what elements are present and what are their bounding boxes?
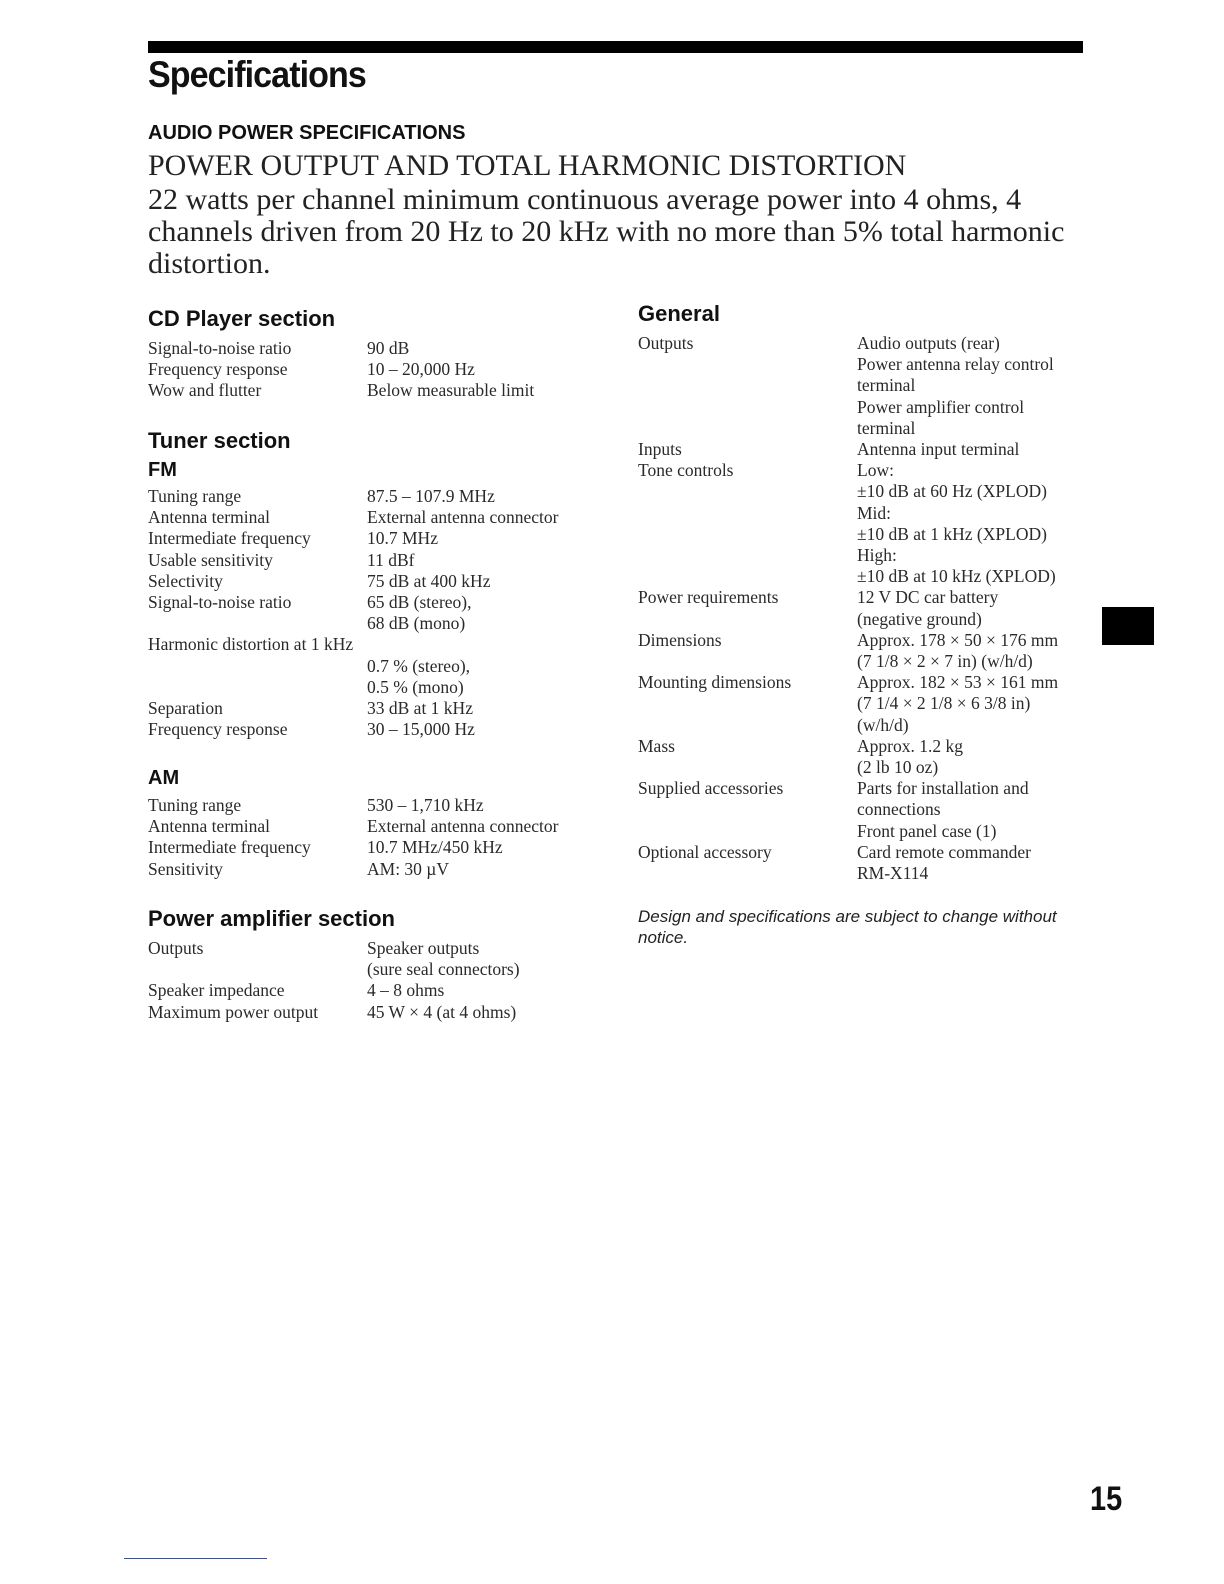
spec-label	[638, 524, 791, 545]
spec-value: AM: 30 µV	[367, 858, 450, 879]
spec-label: Intermediate frequency	[148, 528, 311, 549]
spec-label: Tone controls	[638, 460, 734, 481]
spec-value: 45 W × 4 (at 4 ohms)	[367, 1001, 517, 1022]
spec-label	[638, 545, 791, 566]
power-output-heading: POWER OUTPUT AND TOTAL HARMONIC DISTORTION	[148, 149, 907, 182]
spec-label	[638, 609, 791, 630]
spec-label	[638, 757, 791, 778]
spec-label: Antenna terminal	[148, 816, 270, 837]
spec-value: 0.7 % (stereo),	[367, 655, 471, 676]
amp-values	[367, 938, 520, 1023]
spec-value: (w/h/d)	[857, 714, 909, 735]
page-title: Specifications	[148, 54, 366, 95]
title-rule	[148, 41, 1083, 53]
spec-label: Outputs	[638, 333, 694, 353]
spec-label: Frequency response	[148, 359, 288, 380]
spec-label: Speaker impedance	[148, 980, 285, 1001]
spec-label: Power requirements	[638, 587, 779, 608]
fm-labels	[148, 486, 353, 740]
spec-value: 10 – 20,000 Hz	[367, 359, 475, 380]
spec-value: 0.5 % (mono)	[367, 676, 464, 697]
spec-label: Supplied accessories	[638, 778, 784, 799]
spec-label: Outputs	[148, 938, 204, 958]
spec-label: Inputs	[638, 439, 682, 460]
spec-value: 90 dB	[367, 338, 410, 358]
spec-value: Card remote commander	[857, 841, 1031, 862]
spec-value: 33 dB at 1 kHz	[367, 698, 473, 719]
spec-value: Approx. 182 × 53 × 161 mm	[857, 672, 1059, 693]
spec-value: 87.5 – 107.9 MHz	[367, 486, 495, 506]
amp-section-heading: Power amplifier section	[148, 906, 395, 931]
spec-value: Parts for installation and	[857, 778, 1029, 799]
fm-values	[367, 486, 558, 740]
spec-value: External antenna connector	[367, 507, 559, 528]
spec-label	[638, 799, 791, 820]
spec-label	[638, 566, 791, 587]
spec-value: (sure seal connectors)	[367, 959, 520, 980]
general-labels	[638, 333, 791, 884]
spec-label: Frequency response	[148, 719, 288, 740]
spec-value: 65 dB (stereo),	[367, 592, 472, 613]
spec-value: (negative ground)	[857, 608, 982, 629]
spec-value: 530 – 1,710 kHz	[367, 795, 484, 815]
spec-value: Audio outputs (rear)	[857, 333, 1000, 353]
spec-label	[148, 613, 353, 634]
spec-label: Antenna terminal	[148, 507, 270, 528]
spec-label: Sensitivity	[148, 858, 223, 879]
spec-value: Power amplifier control	[857, 396, 1025, 417]
spec-value: (7 1/8 × 2 × 7 in) (w/h/d)	[857, 651, 1033, 672]
spec-label	[638, 375, 791, 396]
spec-value: connections	[857, 799, 941, 820]
spec-value: Speaker outputs	[367, 938, 480, 958]
spec-value: Approx. 178 × 50 × 176 mm	[857, 629, 1059, 650]
spec-value: External antenna connector	[367, 816, 559, 837]
page-number: 15	[1090, 1480, 1123, 1518]
spec-label	[638, 397, 791, 418]
spec-value: 12 V DC car battery	[857, 587, 999, 608]
spec-value: terminal	[857, 417, 916, 438]
spec-value: Power antenna relay control	[857, 354, 1054, 375]
spec-label	[638, 821, 791, 842]
spec-label	[638, 715, 791, 736]
cd-values	[367, 338, 534, 402]
spec-value: 10.7 MHz/450 kHz	[367, 837, 503, 858]
spec-value: Antenna input terminal	[857, 439, 1020, 460]
spec-value: RM-X114	[857, 863, 929, 884]
spec-label: Dimensions	[638, 629, 722, 650]
general-section-heading: General	[638, 301, 720, 326]
spec-value: Front panel case (1)	[857, 820, 997, 841]
spec-value: (2 lb 10 oz)	[857, 757, 939, 778]
spec-value: 75 dB at 400 kHz	[367, 570, 491, 591]
spec-value: ±10 dB at 60 Hz (XPLOD)	[857, 481, 1047, 502]
spec-value: (7 1/4 × 2 1/8 × 6 3/8 in)	[857, 693, 1031, 714]
spec-label: Separation	[148, 698, 223, 719]
spec-value: Approx. 1.2 kg	[857, 735, 963, 756]
spec-value	[367, 634, 558, 655]
spec-label: Wow and flutter	[148, 380, 262, 401]
spec-value: 30 – 15,000 Hz	[367, 719, 475, 740]
spec-label	[638, 693, 791, 714]
specifications-change-note: Design and specifications are subject to change without notice.	[638, 907, 1057, 947]
general-values	[857, 333, 1058, 884]
spec-value: terminal	[857, 375, 916, 396]
amp-labels	[148, 938, 318, 1023]
spec-label: Harmonic distortion at 1 kHz	[148, 634, 354, 655]
spec-value: Mid:	[857, 502, 892, 523]
spec-value: ±10 dB at 10 kHz (XPLOD)	[857, 566, 1056, 587]
am-values	[367, 795, 558, 880]
spec-value: 68 dB (mono)	[367, 613, 466, 634]
audio-power-heading: AUDIO POWER SPECIFICATIONS	[148, 122, 466, 144]
spec-label: Optional accessory	[638, 841, 772, 862]
power-output-statement: 22 watts per channel minimum continuous average power into 4 ohms, 4 channels driven from 20 Hz to 20 kHz with no more than 5% total harmonic distortion.	[148, 183, 1065, 280]
spec-value: 10.7 MHz	[367, 528, 438, 549]
spec-label	[638, 354, 791, 375]
am-heading: AM	[148, 767, 180, 789]
spec-label	[638, 863, 791, 884]
spec-value: Below measurable limit	[367, 380, 535, 401]
spec-label: Tuning range	[148, 486, 242, 506]
spec-label: Signal-to-noise ratio	[148, 338, 292, 358]
spec-value: 4 – 8 ohms	[367, 980, 445, 1001]
spec-label: Intermediate frequency	[148, 837, 311, 858]
am-labels	[148, 795, 311, 880]
spec-label: Mass	[638, 735, 675, 756]
spec-label	[148, 656, 353, 677]
spec-label: Maximum power output	[148, 1001, 319, 1022]
spec-label: Signal-to-noise ratio	[148, 592, 292, 613]
cd-section-heading: CD Player section	[148, 306, 336, 331]
spec-label: Tuning range	[148, 795, 242, 815]
spec-label	[148, 677, 353, 698]
spec-label: Selectivity	[148, 570, 223, 591]
spec-label	[638, 418, 791, 439]
spec-value: 11 dBf	[367, 549, 415, 570]
spec-value: ±10 dB at 1 kHz (XPLOD)	[857, 523, 1047, 544]
cd-labels	[148, 338, 291, 402]
spec-label: Usable sensitivity	[148, 549, 273, 570]
spec-label	[148, 959, 318, 980]
spec-label	[638, 651, 791, 672]
spec-value: Low:	[857, 460, 894, 481]
spec-label: Mounting dimensions	[638, 672, 792, 693]
spec-label	[638, 481, 791, 502]
tuner-section-heading: Tuner section	[148, 428, 291, 453]
spec-label	[638, 503, 791, 524]
bottom-rule	[124, 1558, 267, 1559]
spec-value: High:	[857, 545, 897, 566]
fm-heading: FM	[148, 459, 177, 481]
section-tab-marker	[1102, 607, 1154, 645]
